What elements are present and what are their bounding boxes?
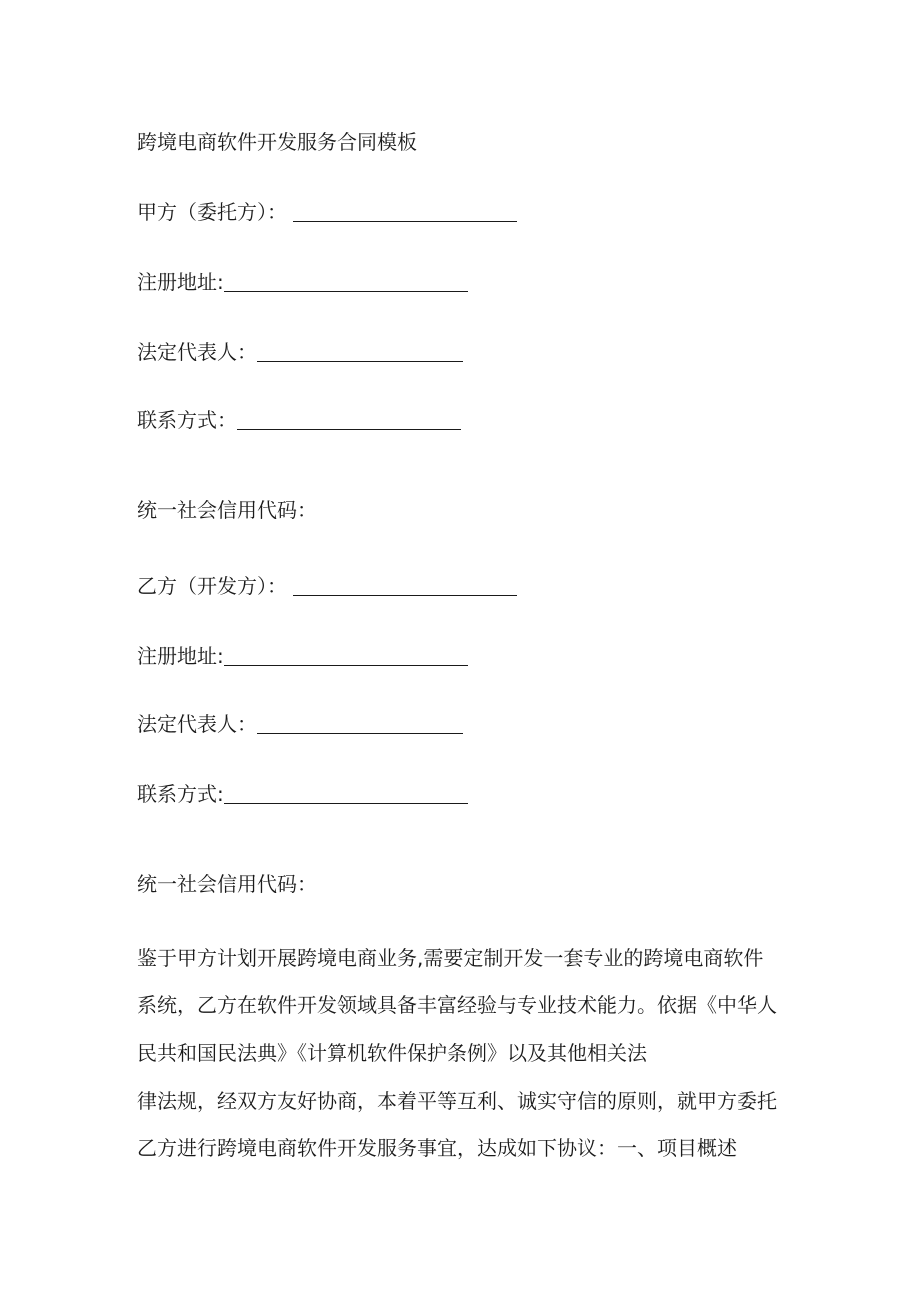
party-b-name-row	[137, 572, 517, 600]
party-b-name-blank[interactable]	[293, 575, 517, 596]
party-b-contact-label: 联系方式:	[137, 782, 224, 806]
party-b-address-blank[interactable]	[224, 645, 468, 666]
party-a-name-blank[interactable]	[293, 201, 517, 222]
party-a-contact-label: 联系方式：	[137, 408, 237, 432]
party-b-rep-row	[137, 710, 463, 738]
preamble-line-2: 系统，乙方在软件开发领域具备丰富经验与专业技术能力。依据《中华人	[137, 993, 777, 1017]
party-b-credit-code-row	[137, 870, 317, 898]
party-a-credit-code-row	[137, 496, 317, 524]
party-a-address-row	[137, 268, 468, 296]
party-b-address-label: 注册地址:	[137, 644, 224, 668]
party-a-rep-label: 法定代表人：	[137, 340, 257, 364]
party-a-rep-row	[137, 338, 463, 366]
party-a-credit-code-label: 统一社会信用代码：	[137, 498, 317, 522]
party-b-rep-blank[interactable]	[257, 713, 463, 734]
preamble-line-1: 鉴于甲方计划开展跨境电商业务,需要定制开发一套专业的跨境电商软件	[137, 946, 764, 970]
preamble-line-5: 乙方进行跨境电商软件开发服务事宜，达成如下协议：一、项目概述	[137, 1136, 737, 1160]
party-a-contact-blank[interactable]	[237, 409, 461, 430]
preamble-line-4: 律法规，经双方友好协商，本着平等互利、诚实守信的原则，就甲方委托	[137, 1089, 777, 1113]
party-a-name-label: 甲方（委托方）：	[137, 200, 287, 224]
party-b-contact-row	[137, 780, 468, 808]
party-a-contact-row	[137, 406, 461, 434]
party-b-address-row	[137, 642, 468, 670]
party-a-rep-blank[interactable]	[257, 341, 463, 362]
preamble-line-3: 民共和国民法典》《计算机软件保护条例》以及其他相关法	[137, 1041, 647, 1065]
party-a-address-label: 注册地址:	[137, 270, 224, 294]
party-b-rep-label: 法定代表人：	[137, 712, 257, 736]
party-a-name-row	[137, 198, 517, 226]
party-b-contact-blank[interactable]	[224, 783, 468, 804]
party-b-name-label: 乙方（开发方）：	[137, 574, 287, 598]
party-b-credit-code-label: 统一社会信用代码：	[137, 872, 317, 896]
party-a-address-blank[interactable]	[224, 271, 468, 292]
document-title: 跨境电商软件开发服务合同模板	[137, 130, 417, 154]
